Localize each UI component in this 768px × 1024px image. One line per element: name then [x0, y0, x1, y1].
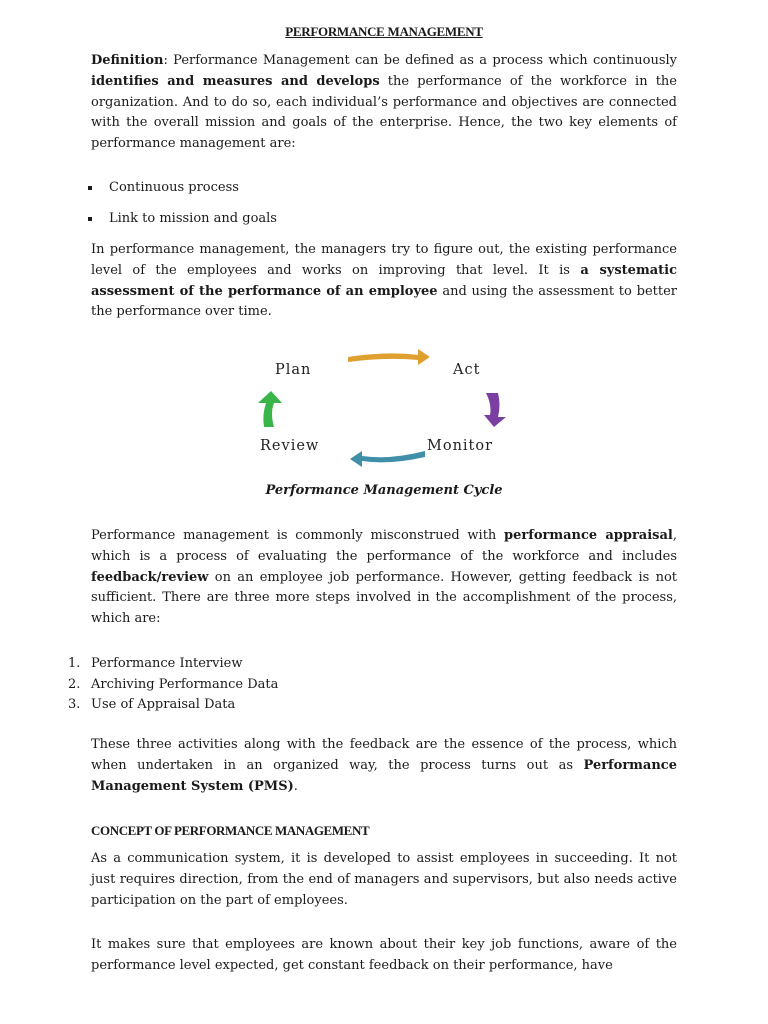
list-number: 3.	[68, 697, 81, 712]
paragraph-text: on an employee job performance. However, getting feedback is not sufficient. There are three more steps involved in the accomplishment of the process, which are:	[91, 569, 677, 627]
list-number: 2.	[68, 677, 81, 692]
list-text: Archiving Performance Data	[91, 677, 279, 692]
bullet-text: Continuous process	[109, 180, 239, 195]
act-label: Act	[453, 362, 481, 378]
act-arrow-icon	[348, 349, 430, 365]
list-item	[68, 675, 278, 695]
bullet-item	[88, 178, 239, 198]
monitor-arrow-icon	[484, 393, 506, 427]
paragraph-emphasis: feedback/review	[91, 569, 209, 585]
definition-emphasis: identifies and measures and develops	[91, 73, 380, 89]
bullet-mark	[88, 217, 92, 221]
review-arrow-icon	[350, 451, 425, 467]
section-heading: CONCEPT OF PERFORMANCE MANAGEMENT	[91, 823, 370, 838]
definition-label: Definition	[91, 53, 164, 68]
bullet-mark	[88, 186, 92, 190]
paragraph-text: , which is a process of evaluating the performance of the workforce and includes	[91, 528, 677, 564]
list-text: Performance Interview	[91, 656, 243, 671]
plan-label: Plan	[275, 362, 312, 378]
figure-caption: Performance Management Cycle	[265, 483, 503, 498]
bullet-text: Link to mission and goals	[109, 211, 277, 226]
performance-cycle-figure	[250, 345, 530, 475]
definition-text-2: the performance of the workforce in the organization. And to do so, each individual’s performance and objectives are connected with the overall mission and goals of the enterprise. Hence, the two key elements of performance management are:	[91, 73, 677, 152]
list-item	[68, 695, 235, 715]
paragraph-text: In performance management, the managers try to figure out, the existing performance level of the employees and works on improving that level. It is	[91, 242, 677, 278]
paragraph-text: and using the assessment to better the performance over time.	[91, 283, 678, 320]
paragraph-text: .	[293, 778, 298, 794]
list-item	[68, 654, 242, 674]
definition-text-1: : Performance Management can be defined as a process which continuously	[163, 53, 677, 68]
monitor-label: Monitor	[427, 438, 494, 454]
pms-paragraph	[91, 735, 677, 797]
list-text: Use of Appraisal Data	[91, 697, 236, 712]
definition-paragraph	[91, 51, 677, 155]
job-functions-paragraph: It makes sure that employees are known about their key job functions, aware of the performance level expected, get constant feedback on their performance, have	[91, 937, 677, 973]
paragraph-text: These three activities along with the feedback are the essence of the process, which when undertaken in an organized way, the process turns out as	[91, 737, 677, 773]
review-label: Review	[260, 438, 320, 454]
assessment-paragraph	[91, 240, 677, 323]
page-title: PERFORMANCE MANAGEMENT	[285, 24, 483, 39]
bullet-item	[88, 209, 277, 229]
paragraph-text: Performance management is commonly misconstrued with	[91, 528, 505, 543]
list-number: 1.	[68, 656, 81, 671]
paragraph-emphasis: a systematic assessment of the performance of an employee	[91, 262, 677, 299]
communication-paragraph: As a communication system, it is developed to assist employees in succeeding. It not just requires direction, from the end of managers and supervisors, but also needs active participation on the part of employees.	[91, 851, 677, 908]
paragraph-emphasis: performance appraisal	[504, 528, 673, 543]
plan-arrow-icon	[258, 391, 282, 427]
paragraph-emphasis: Performance Management System (PMS)	[91, 757, 677, 794]
appraisal-paragraph	[91, 526, 677, 630]
